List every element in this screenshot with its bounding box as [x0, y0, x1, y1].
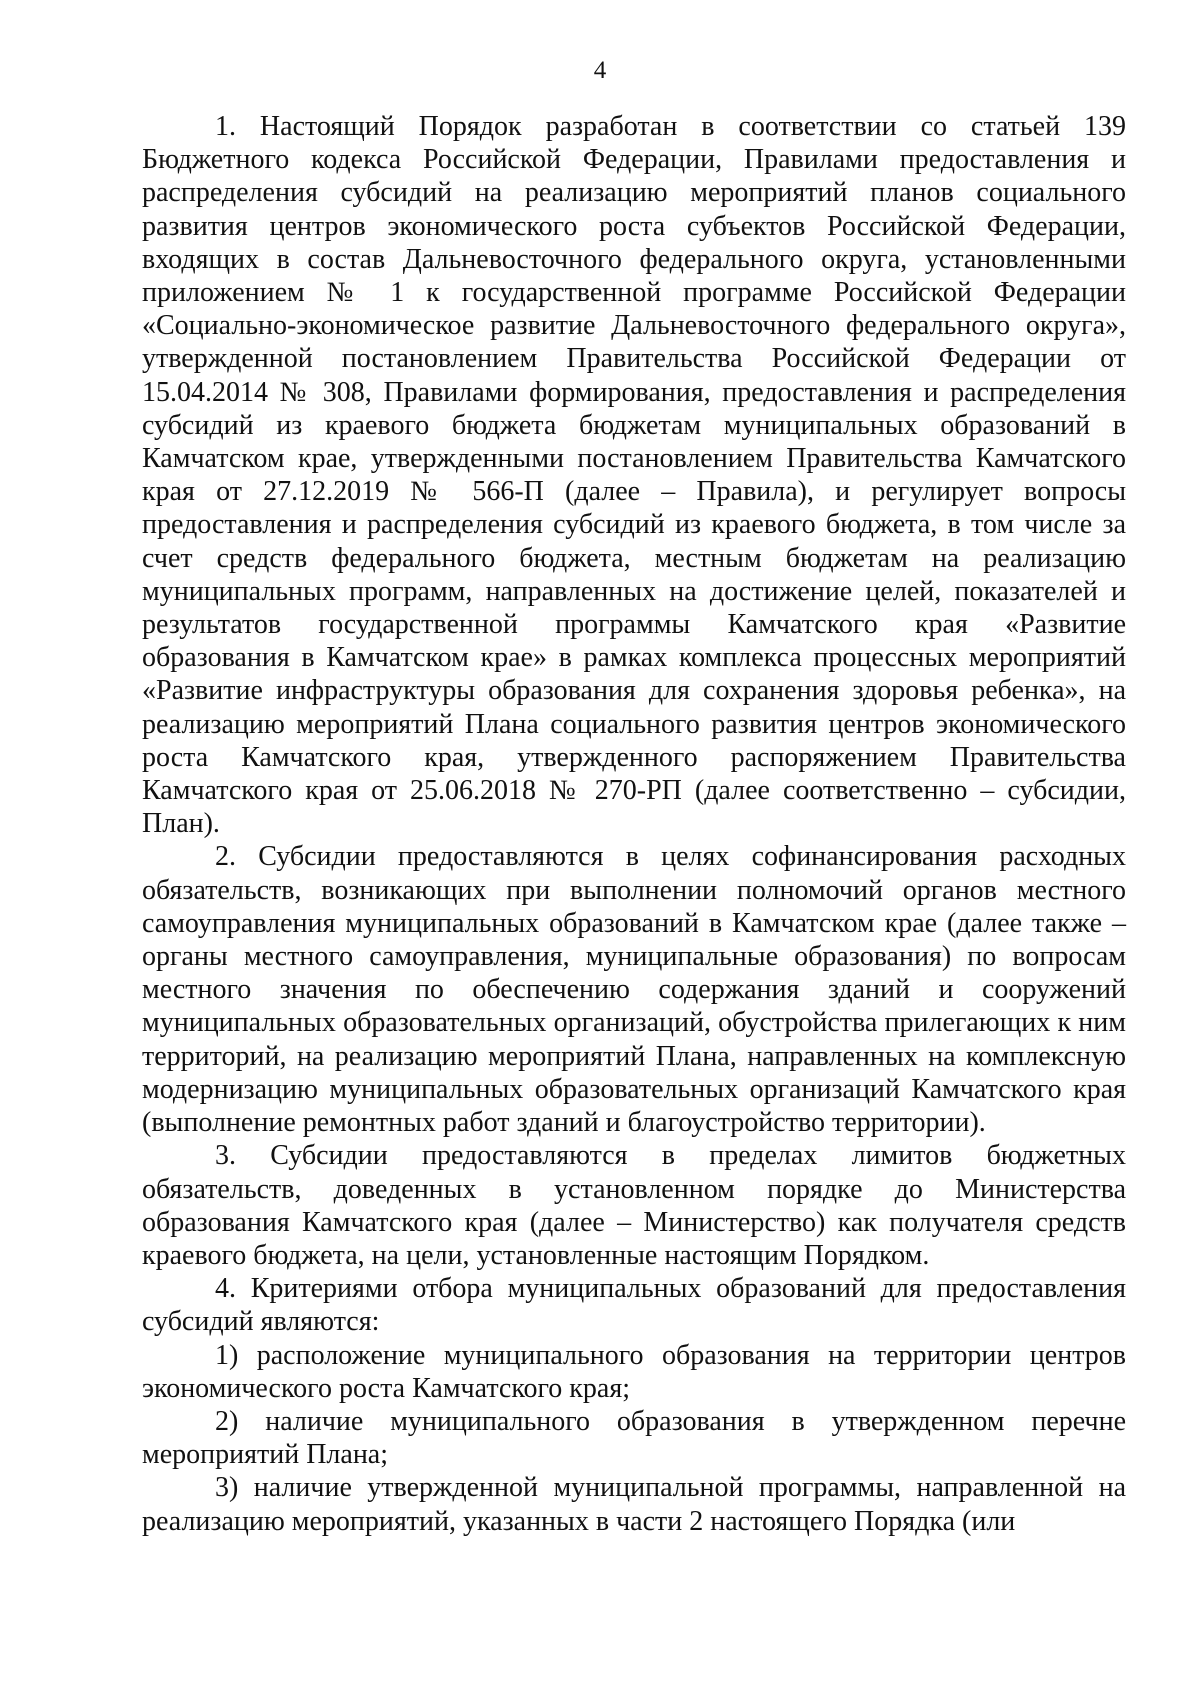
document-body	[142, 110, 1126, 1538]
list-item-3: 3) наличие утвержденной муниципальной программы, направленной на реализацию мероприятий, указанных в части 2 настоящего Порядка (или	[142, 1472, 1126, 1537]
list-item-1: 1) расположение муниципального образования на территории центров экономического роста Камчатского края;	[142, 1339, 1126, 1404]
paragraph-4: 4. Критериями отбора муниципальных образований для предоставления субсидий являются:	[142, 1273, 1126, 1338]
paragraph-2: 2. Субсидии предоставляются в целях софинансирования расходных обязательств, возникающих при выполнении полномочий органов местного самоуправления муниципальных образований в Камчатском крае (далее также – органы местного самоуправления, муниципальные образования) по вопросам местного значения по обеспечению содержания зданий и сооружений муниципальных образовательных организаций, обустройства прилегающих к ним территорий, на реализацию мероприятий Плана, направленных на комплексную модернизацию муниципальных образовательных организаций Камчатского края (выполнение ремонтных работ зданий и благоустройство территории).	[142, 841, 1126, 1139]
paragraph-1: 1. Настоящий Порядок разработан в соответствии со статьей 139 Бюджетного кодекса Российской Федерации, Правилами предоставления и распределения субсидий на реализацию мероприятий планов социального развития центров экономического роста субъектов Российской Федерации, входящих в состав Дальневосточного федерального округа, установленными приложением № 1 к государственной программе Российской Федерации «Социально-экономическое развитие Дальневосточного федерального округа», утвержденной постановлением Правительства Российской Федерации от 15.04.2014 № 308, Правилами формирования, предоставления и распределения субсидий из краевого бюджета бюджетам муниципальных образований в Камчатском крае, утвержденными постановлением Правительства Камчатского края от 27.12.2019 № 566-П (далее – Правила), и регулирует вопросы предоставления и распределения субсидий из краевого бюджета, в том числе за счет средств федерального бюджета, местным бюджетам на реализацию муниципальных программ, направленных на достижение целей, показателей и результатов государственной программы Камчатского края «Развитие образования в Камчатском крае» в рамках комплекса процессных мероприятий «Развитие инфраструктуры образования для сохранения здоровья ребенка», на реализацию мероприятий Плана социального развития центров экономического роста Камчатского края, утвержденного распоряжением Правительства Камчатского края от 25.06.2018 № 270-РП (далее соответственно – субсидии, План).	[142, 111, 1126, 840]
paragraph-3: 3. Субсидии предоставляются в пределах лимитов бюджетных обязательств, доведенных в установленном порядке до Министерства образования Камчатского края (далее – Министерство) как получателя средств краевого бюджета, на цели, установленные настоящим Порядком.	[142, 1140, 1126, 1271]
list-item-2: 2) наличие муниципального образования в утвержденном перечне мероприятий Плана;	[142, 1405, 1126, 1471]
page-number: 4	[593, 57, 607, 84]
